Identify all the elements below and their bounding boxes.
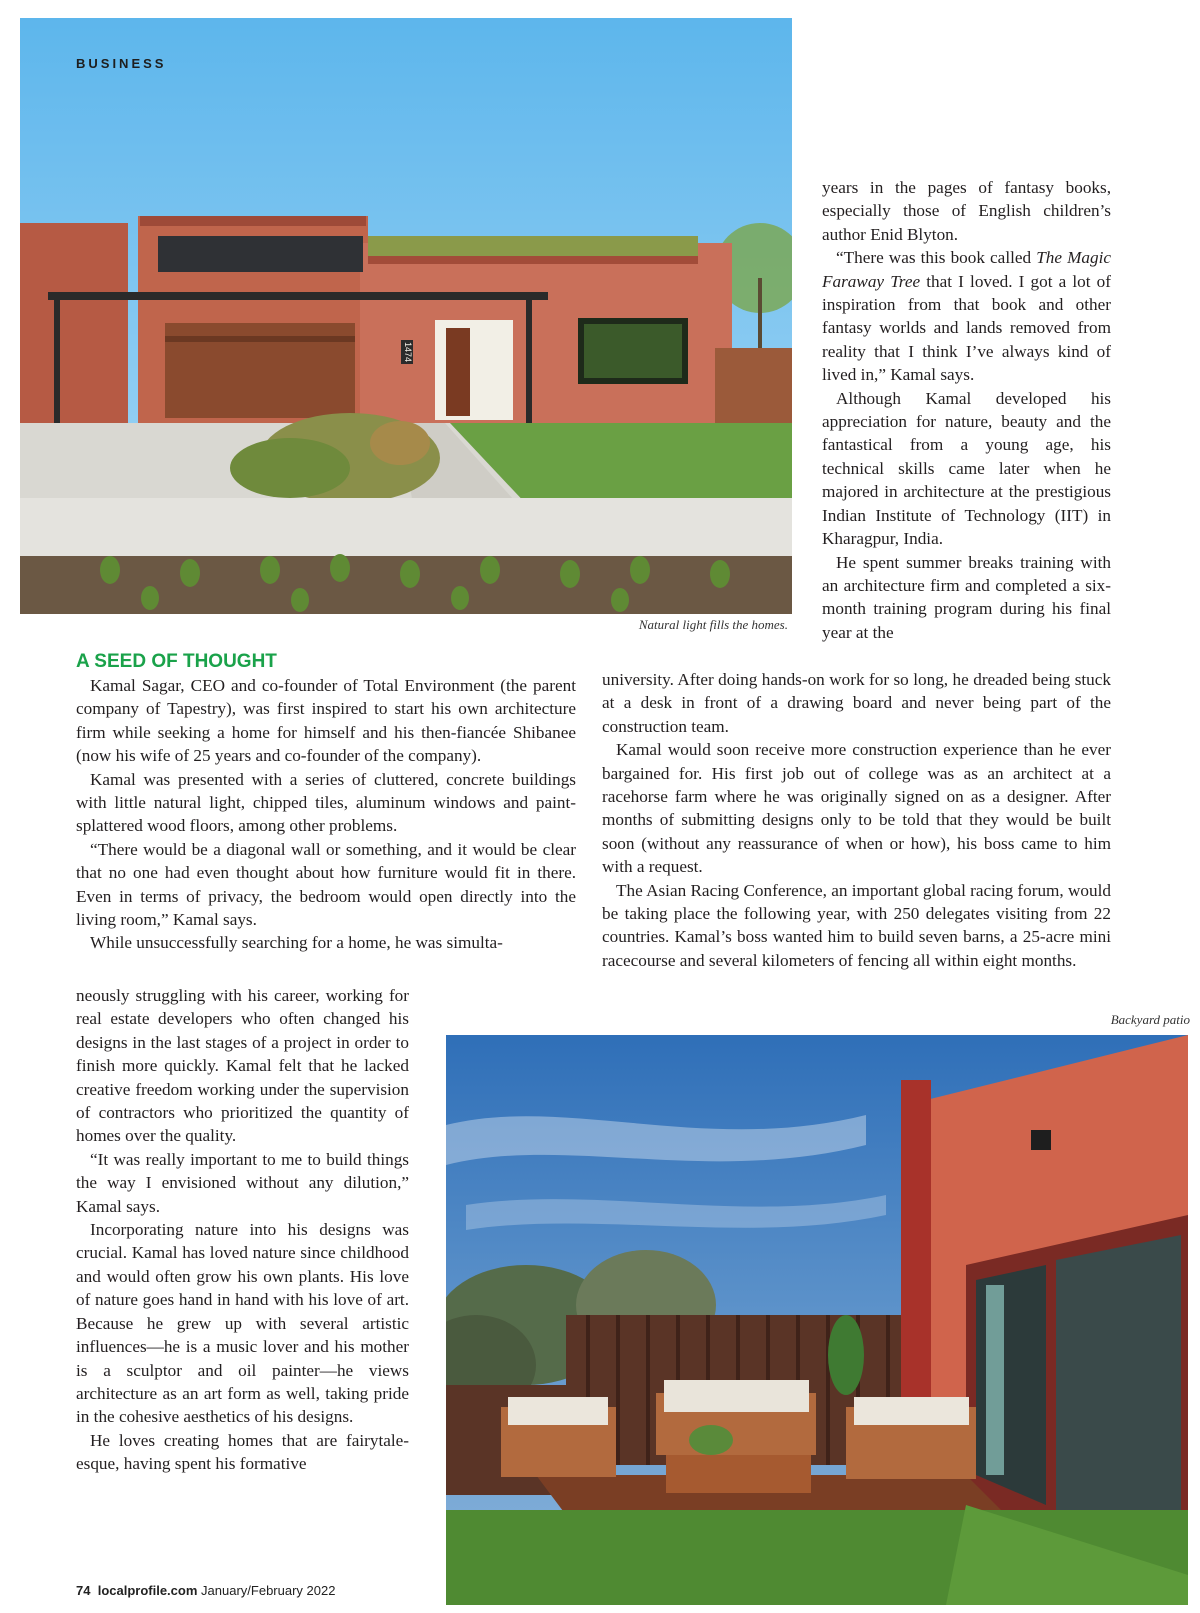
house-number-sign: 1474 (403, 342, 413, 363)
paragraph: Kamal would soon receive more construction experience than he ever bargained for. His first job out of college was as an architect at a racehorse farm where he was originally signed on as a designer. After months of submitting designs only to be told that they would be built soon (without any reassurance of when or how), his boss came to him with a request. (602, 740, 1111, 877)
book-title: The Magic Faraway Tree (822, 248, 1111, 291)
site-name: localprofile.com (97, 1583, 198, 1598)
section-label: BUSINESS (76, 56, 167, 71)
paragraph: neously struggling with his career, working for real estate developers who often changed his designs in the last stages of a project in order to finish more quickly. Kamal felt that he lacked creative freedom working under the supervision of contractors who prioritized the quantity of homes over the quality. (76, 986, 409, 1146)
paragraph: Although Kamal developed his appreciation for nature, beauty and the fantastical from a young age, his technical skills came later when he majored in architecture at the prestigious Indian Institute of Technology (IIT) in Kharagpur, India. (822, 388, 1111, 549)
section-heading: A SEED OF THOUGHT (76, 651, 277, 672)
left-column-top (76, 674, 576, 955)
issue-date: January/February 2022 (201, 1583, 336, 1598)
paragraph: Kamal was presented with a series of cluttered, concrete buildings with little natural light, chipped tiles, aluminum windows and paint-splattered wood floors, among other problems. (76, 769, 576, 836)
left-column-bottom (76, 984, 409, 1476)
paragraph: Kamal Sagar, CEO and co-founder of Total Environment (the parent company of Tapestry), was first inspired to start his own architecture firm while seeking a home for himself and his then-fiancée Shibanee (now his wife of 25 years and co-founder of the company). (76, 676, 576, 766)
paragraph: While unsuccessfully searching for a home, he was simulta- (90, 933, 503, 953)
paragraph: He spent summer breaks training with an architecture firm and completed a six-month training program during his final year at the (822, 552, 1111, 642)
backyard-patio-photo (446, 1035, 1188, 1605)
top-photo-caption: Natural light fills the homes. (638, 617, 788, 632)
paragraph: university. After doing hands-on work for so long, he dreaded being stuck at a desk in front of a drawing board and never being part of the construction team. (602, 670, 1111, 736)
paragraph: “There would be a diagonal wall or something, and it would be clear that no one had even thought about how furniture would fit in there. Even in terms of privacy, the bedroom would open directly into the living room,” Kamal says. (76, 839, 576, 930)
right-column-middle (602, 668, 1111, 972)
paragraph: The Asian Racing Conference, an important global racing forum, would be taking place the following year, with 250 delegates visiting from 22 countries. Kamal’s boss wanted him to build seven barns, a 25-acre mini racecourse and several kilometers of fencing all within eight months. (602, 880, 1111, 970)
paragraph: “There was this book called The Magic Faraway Tree that I loved. I got a lot of inspiration from that book and other fantasy worlds and lands removed from reality that I think I’ve always kind of lived in,” Kamal says. (822, 248, 1111, 385)
house-exterior-photo (20, 18, 792, 614)
page-number: 74 (76, 1583, 91, 1598)
paragraph: years in the pages of fantasy books, especially those of English children’s author Enid Blyton. (822, 178, 1111, 244)
bottom-photo-caption: Backyard patio (1110, 1012, 1190, 1027)
paragraph: Incorporating nature into his designs was crucial. Kamal has loved nature since childhood and would often grow his own plants. His love of nature goes hand in hand with his love of art. Because he grew up with several artistic influences—he is a music lover and his mother is a sculptor and oil painter—he views architecture as an art form as well, taking pride in the cohesive aesthetics of his designs. (76, 1220, 409, 1427)
page-footer (76, 1583, 335, 1598)
paragraph: He loves creating homes that are fairytale-esque, having spent his formative (76, 1430, 409, 1474)
right-column-top (822, 176, 1111, 644)
paragraph: “It was really important to me to build things the way I envisioned without any dilution,” Kamal says. (76, 1149, 409, 1216)
